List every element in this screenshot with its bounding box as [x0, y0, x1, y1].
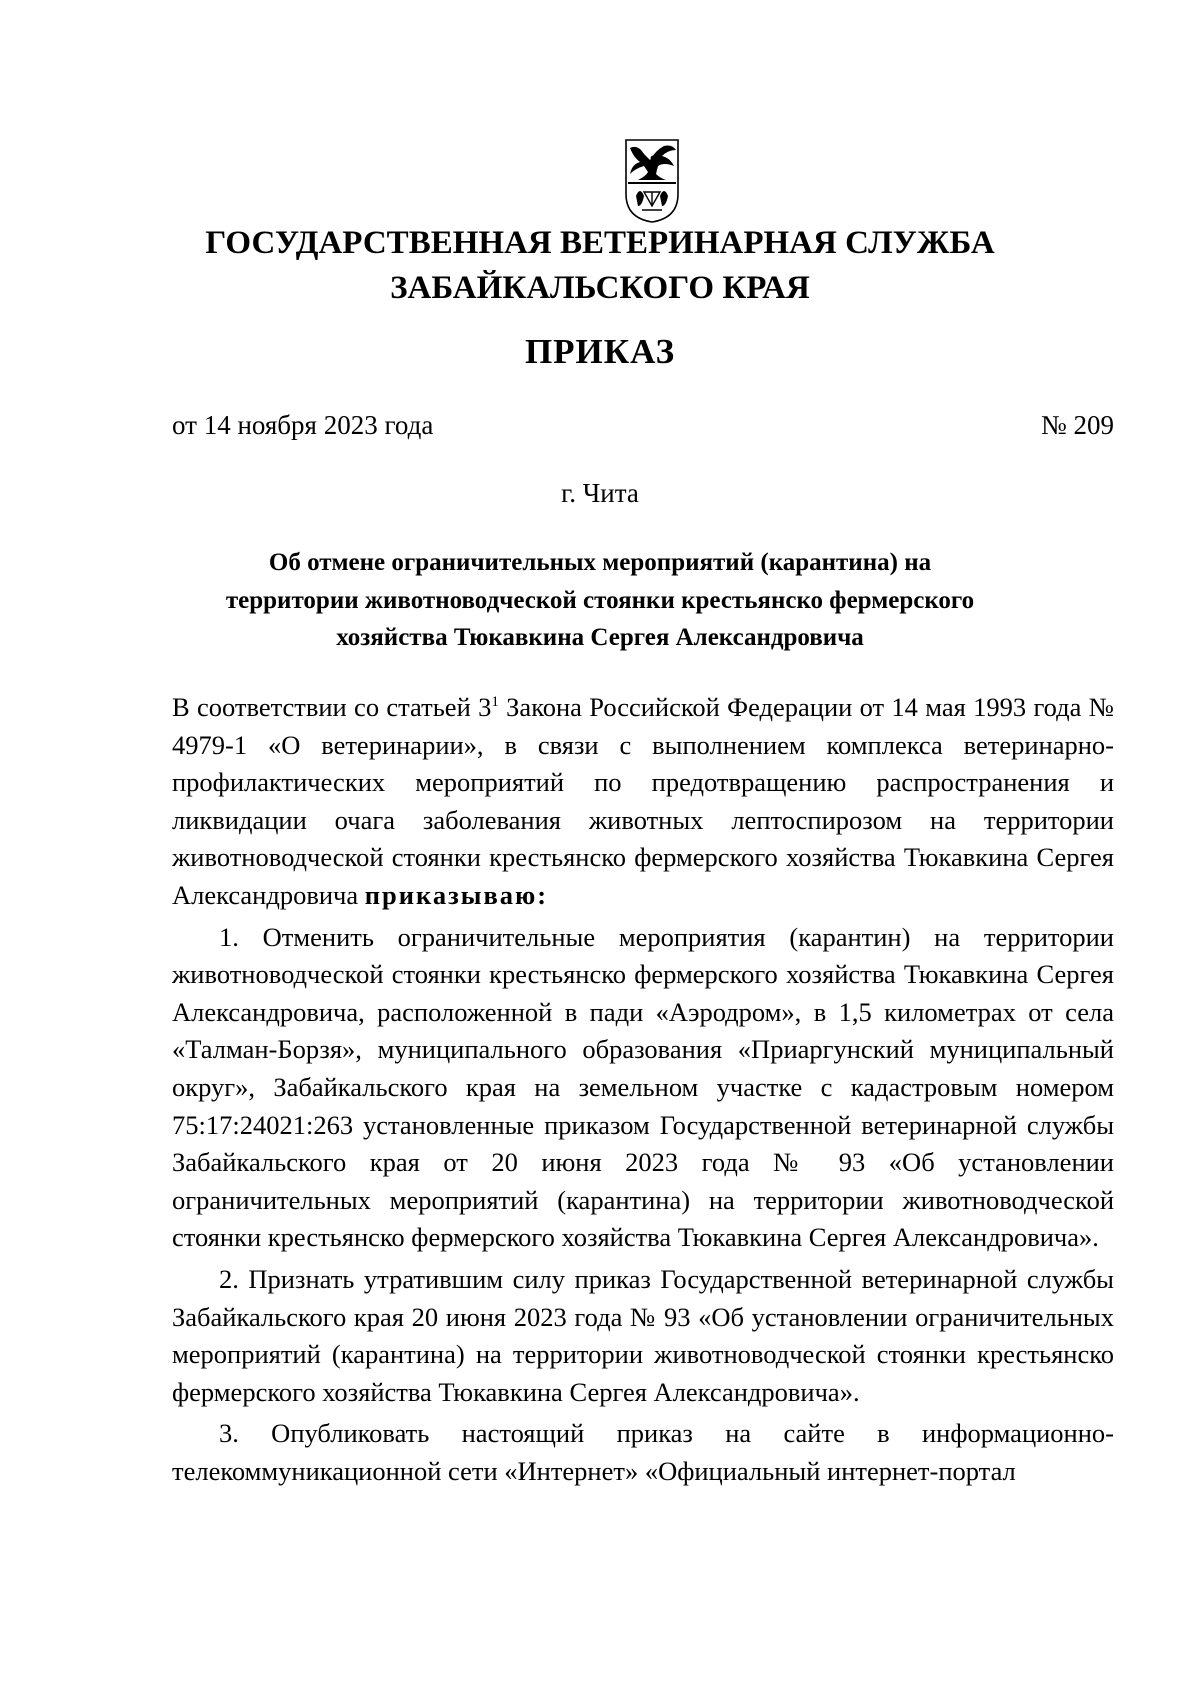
document-body [172, 689, 1114, 1490]
subject-line: хозяйства Тюкавкина Сергея Александровича [336, 624, 864, 651]
subject-line: территории животноводческой стоянки крестьянско фермерского [225, 587, 975, 614]
order-item-1: 1. Отменить ограничительные мероприятия (карантин) на территории животноводческой стоянки крестьянско фермерского хозяйства Тюкавкина Сергея Александровича, расположенной в пади «Аэродром», в 1,5 километрах от села «Талман-Борзя», муниципального образования «Приаргунский муниципальный округ», Забайкальского края на земельном участке с кадастровым номером 75:17:24021:263 установленные приказом Государственной ветеринарной службы Забайкальского края от 20 июня 2023 года № 93 «Об установлении ограничительных мероприятий (карантина) на территории животноводческой стоянки крестьянско фермерского хозяйства Тюкавкина Сергея Александровича». [172, 921, 1114, 1253]
coat-of-arms-icon [620, 136, 684, 224]
document-number: № 209 [1040, 410, 1114, 440]
organization-name-line1: ГОСУДАРСТВЕННАЯ ВЕТЕРИНАРНАЯ СЛУЖБА [205, 225, 995, 261]
order-keyword: приказываю: [364, 879, 549, 910]
article-superscript: 1 [491, 694, 499, 711]
subject-line: Об отмене ограничительных мероприятий (карантина) на [268, 549, 932, 576]
order-item-2: 2. Признать утратившим силу приказ Государственной ветеринарной службы Забайкальского края 20 июня 2023 года № 93 «Об установлении ограничительных мероприятий (карантина) на территории животноводческой стоянки крестьянско фермерского хозяйства Тюкавкина Сергея Александровича». [172, 1263, 1114, 1407]
preamble-paragraph [172, 689, 1114, 915]
preamble-text: Закона Российской Федерации от 14 мая 1993 года № 4979-1 «О ветеринарии», в связи с выполнением комплекса ветеринарно-профилактических мероприятий по предотвращению распространения и ликвидации очага заболевания животных лептоспирозом на территории животноводческой стоянки крестьянско фермерского хозяйства Тюкавкина Сергея Александровича [172, 692, 1114, 910]
preamble-text: В соответствии со статьей 3 [172, 692, 492, 722]
document-date: от 14 ноября 2023 года [172, 410, 434, 440]
document-city: г. Чита [561, 478, 639, 508]
organization-name-line2: ЗАБАЙКАЛЬСКОГО КРАЯ [390, 270, 810, 306]
document-type: ПРИКАЗ [524, 332, 676, 371]
order-item-3: 3. Опубликовать настоящий приказ на сайте в информационно-телекоммуникационной сети «Интернет» «Официальный интернет-портал [172, 1418, 1114, 1486]
